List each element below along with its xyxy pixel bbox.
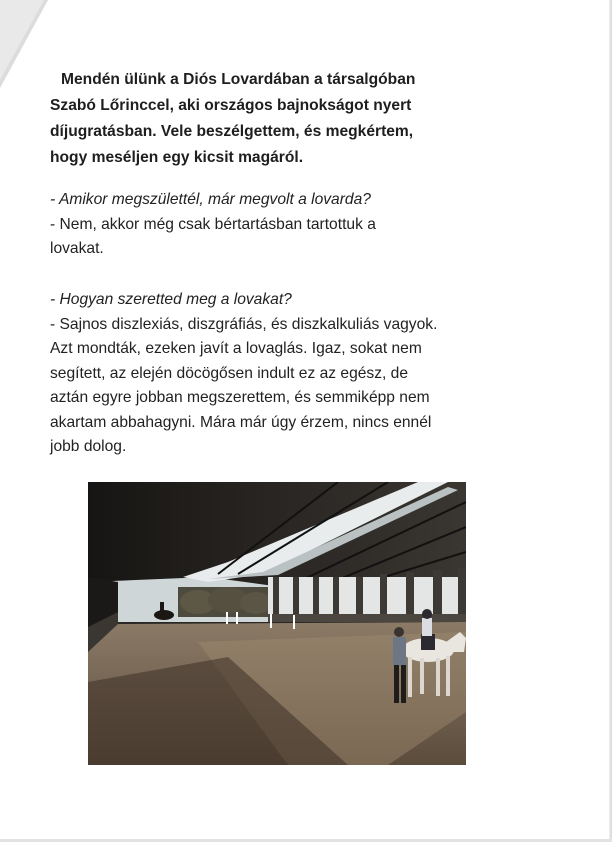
interview-block-1 — [50, 188, 520, 262]
interview-block-2 — [50, 288, 520, 460]
intro-paragraph — [50, 67, 520, 171]
interview-answer-line: Azt mondták, ezeken javít a lovaglás. Igaz, sokat nem — [50, 340, 422, 357]
intro-line: hogy meséljen egy kicsit magáról. — [50, 149, 304, 166]
interview-question: - Amikor megszülettél, már megvolt a lovarda? — [50, 191, 371, 208]
intro-line: Szabó Lőrinccel, aki országos bajnokságot nyert — [50, 97, 412, 114]
interview-answer-line: - Sajnos diszlexiás, diszgráfiás, és diszkalkuliás vagyok. — [50, 315, 438, 333]
interview-answer-line: akartam abbahagyni. Mára már úgy érzem, nincs ennél — [50, 413, 432, 431]
interview-answer-line: aztán egyre jobban megszerettem, és semmiképp nem — [50, 389, 430, 406]
intro-line: Mendén ülünk a Diós Lovardában a társalgóban — [61, 71, 416, 88]
intro-line: díjugratásban. Vele beszélgettem, és megkértem, — [50, 123, 414, 140]
interview-answer-line: jobb dolog. — [50, 438, 127, 455]
riding-arena-photo — [88, 482, 466, 765]
interview-answer-line: - Nem, akkor még csak bértartásban tartottuk a — [50, 215, 376, 233]
interview-answer-line: segített, az elején döcögősen indult ez az egész, de — [50, 364, 409, 382]
riding-arena-illustration — [88, 482, 466, 765]
interview-answer-line: lovakat. — [50, 240, 104, 257]
interview-question: - Hogyan szeretted meg a lovakat? — [50, 291, 292, 308]
